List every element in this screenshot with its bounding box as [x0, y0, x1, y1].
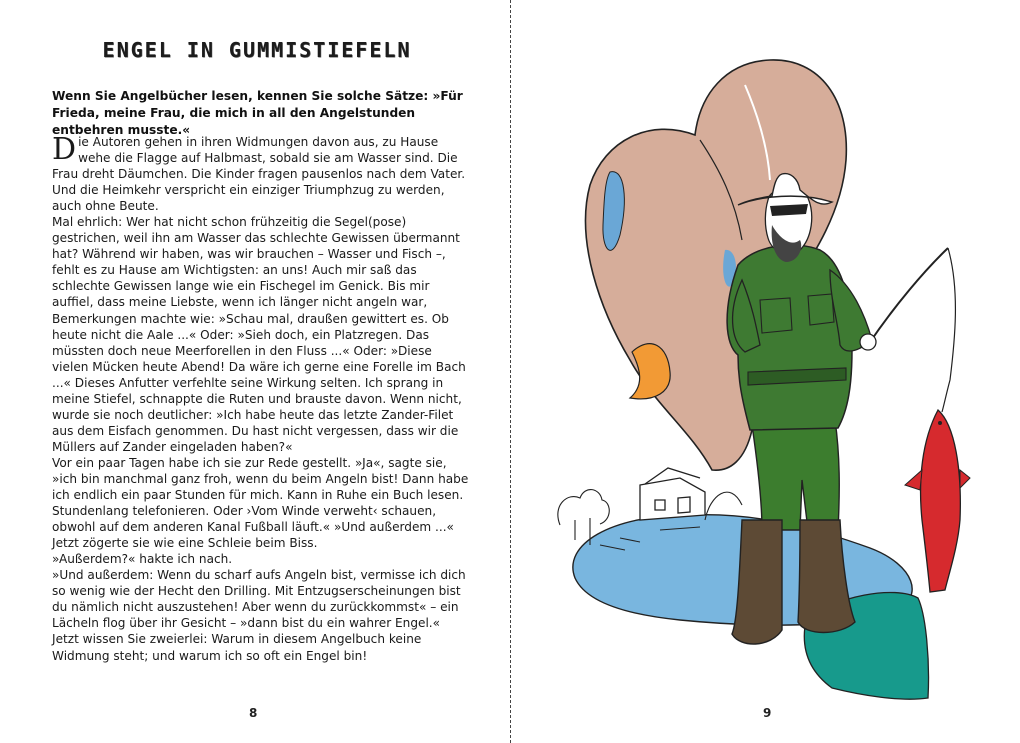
fish-eye: [938, 421, 942, 425]
paragraph-6: Jetzt wissen Sie zweierlei: Warum in diesem Angelbuch keine Widmung steht; und warum ich so oft ein Engel bin!: [52, 632, 422, 663]
paragraph-3: Vor ein paar Tagen habe ich sie zur Rede gestellt. »Ja«, sagte sie, »ich bin manchmal ganz froh, wenn du beim Angeln bist! Dann habe ich endlich ein paar Stunden für mich. Kann in Ruhe ein Buch lesen. Stundenlang telefonieren. Oder ›Vom Winde verweht‹ schauen, obwohl auf dem anderen Kanal Fußball läuft.« »Und außerdem ...« Jetzt zögerte sie wie eine Schleie beim Biss.: [52, 455, 469, 551]
chapter-title: ENGEL IN GUMMISTIEFELN: [102, 38, 412, 62]
page-number-left: 8: [249, 706, 258, 720]
paragraph-1: [52, 134, 470, 214]
hand: [860, 334, 876, 350]
drop-cap: D: [52, 132, 77, 167]
fish: [921, 410, 961, 592]
fishing-line: [942, 248, 955, 412]
house: [640, 468, 705, 520]
body-text: [52, 134, 470, 664]
fishing-rod: [868, 248, 948, 345]
right-page: [511, 0, 1020, 743]
lead-paragraph: Wenn Sie Angelbücher lesen, kennen Sie solche Sätze: »Für Frieda, meine Frau, die mich in all den Angelstunden entbehren musste.«: [52, 89, 463, 137]
page-number-right: 9: [763, 706, 772, 720]
paragraph-4: »Außerdem?« hakte ich nach.: [52, 552, 233, 567]
angler-illustration: [511, 0, 1020, 743]
trousers: [752, 420, 839, 530]
paragraph-5: »Und außerdem: Wenn du scharf aufs Angeln bist, vermisse ich dich so wenig wie der Hecht den Drilling. Mit Entzugserscheinungen bist du nämlich nicht auszustehen! Aber wenn du zurückkommst« – ein Lächeln flog über ihr Gesicht – »dann bist du ein wahrer Engel.«: [52, 568, 466, 631]
sunglasses: [770, 204, 808, 216]
paragraph-2: Mal ehrlich: Wer hat nicht schon frühzeitig die Segel(pose) gestrichen, weil ihn am Wasser das schlechte Gewissen übermannt hat? Während wir haben, was wir brauchen – Wasser und Fisch –, fehlt es zu Hause am Wichtigsten: an uns! Auch mir saß das schlechte Gewissen lange wie ein Fischegel im Genick. Bis mir auffiel, dass meine Liebste, wenn ich länger nicht angeln war, Bemerkungen machte wie: »Schau mal, draußen gewittert es. Ob heute nicht die Aale ...« Oder: »Sieh doch, ein Platzregen. Das müssten doch neue Meerforellen in den Fluss ...« Oder: »Diese vielen Mücken heute Abend! Da wäre ich gerne eine Forelle im Bach ...« Dieses Anfutter verfehlte seine Wirkung selten. Ich sprang in meine Stiefel, schnappte die Ruten und brauste davon. Wenn nicht, wurde sie noch deutlicher: »Ich habe heute das letzte Zander-Filet aus dem Eisfach genommen. Du hast nicht vergessen, dass wir die Müllers auf Zander eingeladen haben?«: [52, 215, 466, 454]
paragraph-1-text: ie Autoren gehen in ihren Widmungen davon aus, zu Hause wehe die Flagge auf Halbmast, sobald sie am Wasser sind. Die Frau dreht Däumchen. Die Kinder fragen pausenlos nach dem Vater. Und die Heimkehr verspricht ein einziger Triumphzug zu werden, auch ohne Beute.: [52, 135, 466, 214]
